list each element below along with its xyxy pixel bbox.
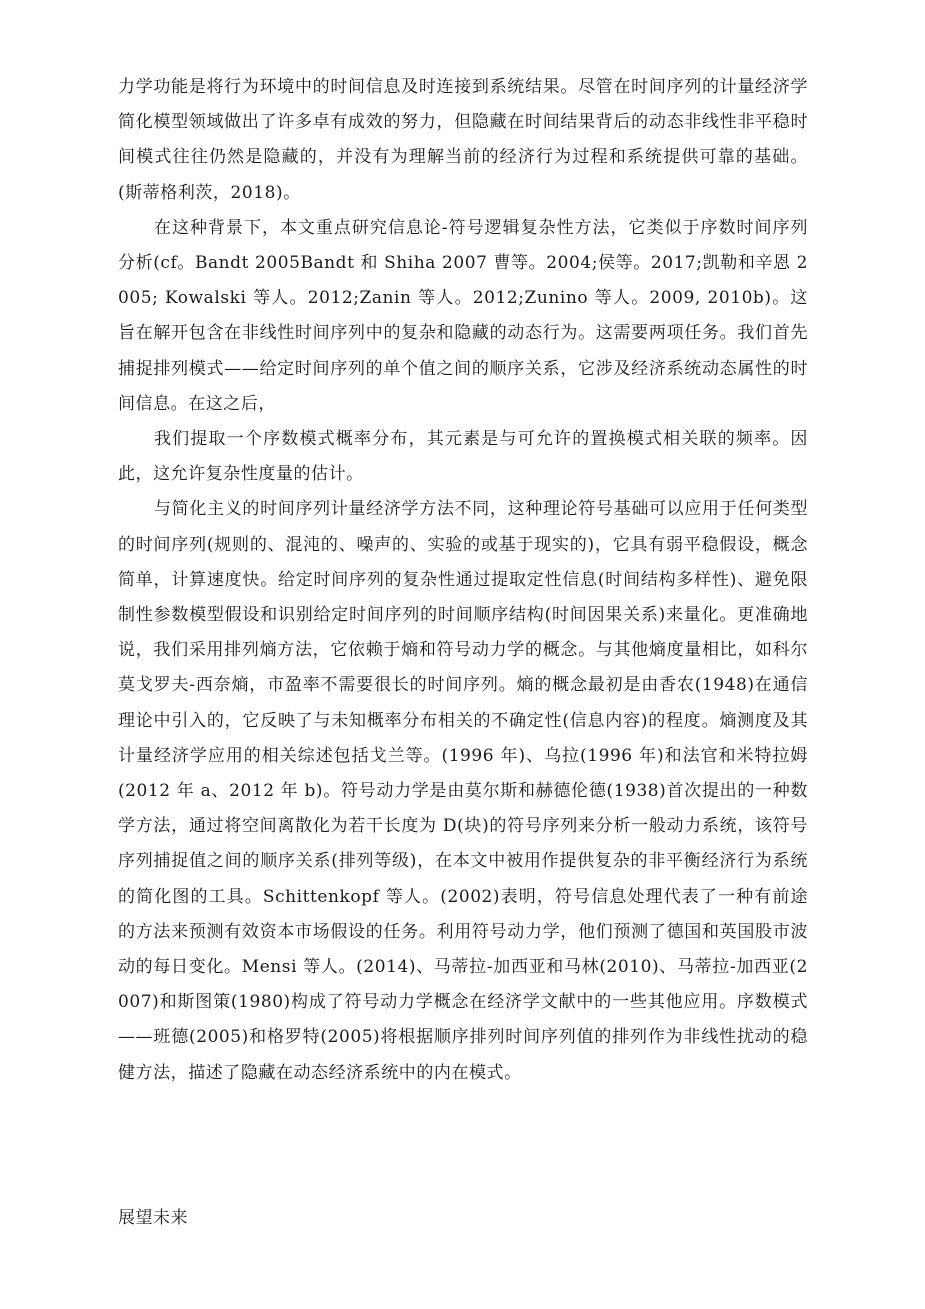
paragraph-3: 我们提取一个序数模式概率分布，其元素是与可允许的置换模式相关联的频率。因此，这允许复杂性度量的估计。 bbox=[118, 429, 808, 485]
body-text bbox=[118, 70, 808, 1091]
paragraph-2: 在这种背景下，本文重点研究信息论-符号逻辑复杂性方法，它类似于序数时间序列分析(cf。Bandt 2005Bandt 和 Shiha 2007 曹等。2004;侯等。2017;凯勒和辛恩 2005; Kowalski 等人。2012;Zanin 等人。2012;Zunino 等人。2009, 2010b)。这旨在解开包含在非线性时间序列中的复杂和隐藏的动态行为。这需要两项任务。我们首先捕捉排列模式——给定时间序列的单个值之间的顺序关系，它涉及经济系统动态属性的时间信息。在这之后， bbox=[118, 217, 808, 414]
section-heading: 展望未来 bbox=[118, 1208, 188, 1228]
paragraph-4: 与简化主义的时间序列计量经济学方法不同，这种理论符号基础可以应用于任何类型的时间序列(规则的、混沌的、噪声的、实验的或基于现实的)，它具有弱平稳假设，概念简单，计算速度快。给定时间序列的复杂性通过提取定性信息(时间结构多样性)、避免限制性参数模型假设和识别给定时间序列的时间顺序结构(时间因果关系)来量化。更准确地说，我们采用排列熵方法，它依赖于熵和符号动力学的概念。与其他熵度量相比，如科尔莫戈罗夫-西奈熵，市盈率不需要很长的时间序列。熵的概念最初是由香农(1948)在通信理论中引入的，它反映了与未知概率分布相关的不确定性(信息内容)的程度。熵测度及其计量经济学应用的相关综述包括戈兰等。(1996 年)、乌拉(1996 年)和法官和米特拉姆(2012 年 a、2012 年 b)。符号动力学是由莫尔斯和赫德伦德(1938)首次提出的一种数学方法，通过将空间离散化为若干长度为 D(块)的符号序列来分析一般动力系统，该符号序列捕捉值之间的顺序关系(排列等级)，在本文中被用作提供复杂的非平衡经济行为系统的简化图的工具。Schittenkopf 等人。(2002)表明，符号信息处理代表了一种有前途的方法来预测有效资本市场假设的任务。利用符号动力学，他们预测了德国和英国股市波动的每日变化。Mensi 等人。(2014)、马蒂拉-加西亚和马林(2010)、马蒂拉-加西亚(2007)和斯图策(1980)构成了符号动力学概念在经济学文献中的一些其他应用。序数模式——班德(2005)和格罗特(2005)将根据顺序排列时间序列值的排列作为非线性扰动的稳健方法，描述了隐藏在动态经济系统中的内在模式。 bbox=[118, 499, 808, 1083]
paragraph-1: 力学功能是将行为环境中的时间信息及时连接到系统结果。尽管在时间序列的计量经济学简化模型领域做出了许多卓有成效的努力，但隐藏在时间结果背后的动态非线性非平稳时间模式往往仍然是隐藏的，并没有为理解当前的经济行为过程和系统提供可靠的基础。(斯蒂格利茨，2018)。 bbox=[118, 77, 808, 203]
